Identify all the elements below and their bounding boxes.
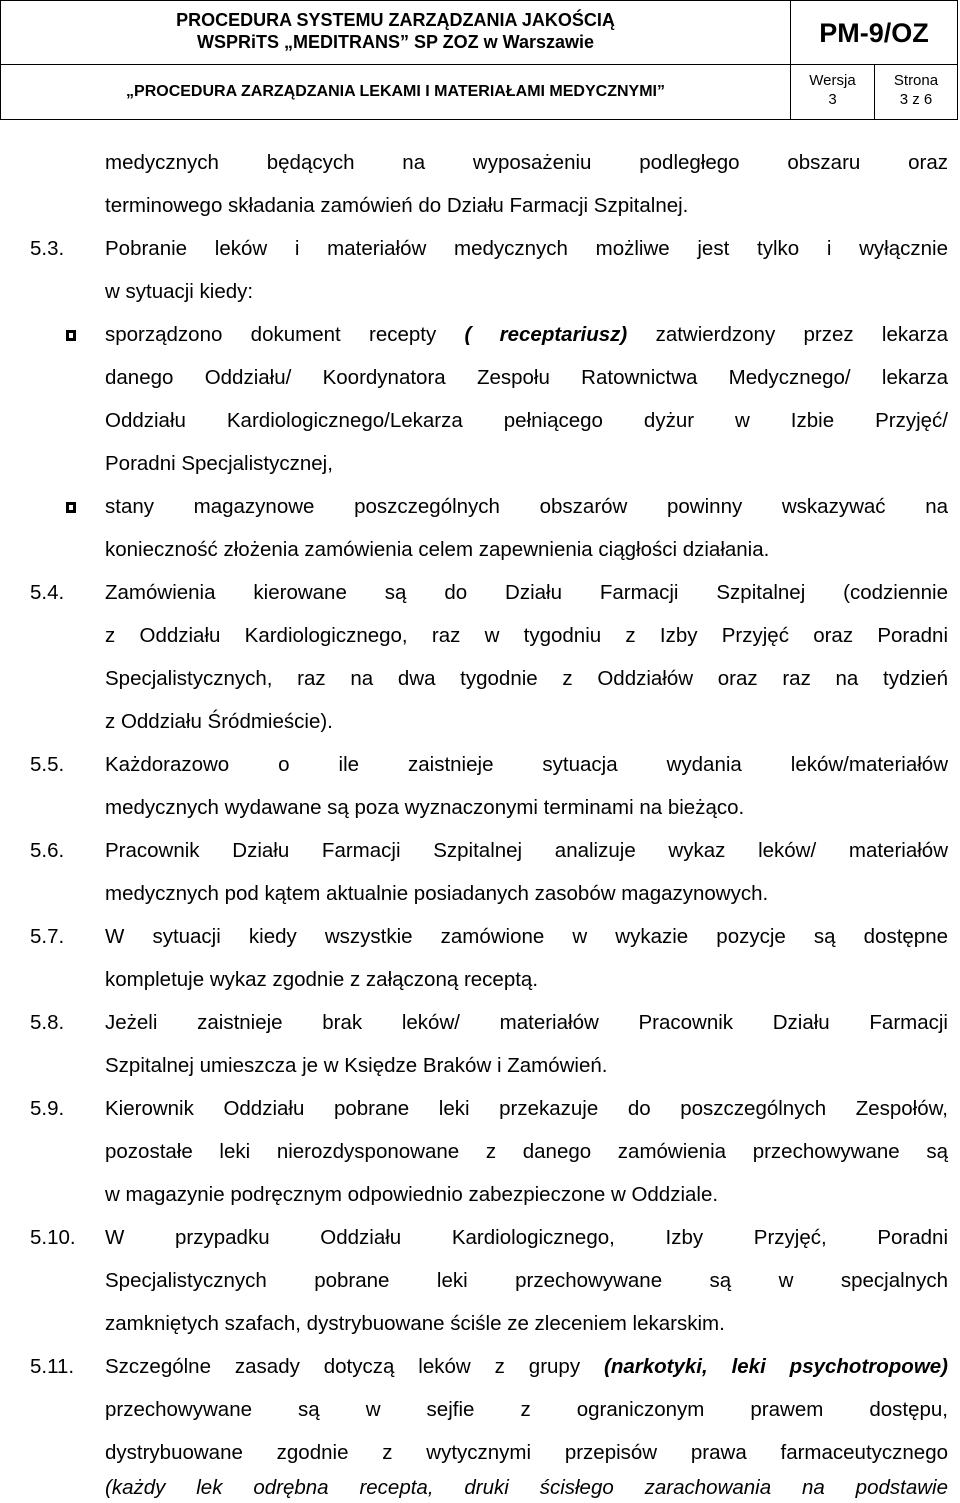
section-number: 5.8. [30,1011,65,1034]
text-span: Szczególne zasady dotyczą leków z grupy [105,1355,581,1378]
paragraph-line: Pracownik Działu Farmacji Szpitalnej analizuje wykaz leków/ materiałów [105,839,948,862]
procedure-name: „PROCEDURA ZARZĄDZANIA LEKAMI I MATERIAŁAMI MEDYCZNYMI” [1,65,791,119]
paragraph-line: (każdy lek odrębna recepta, druki ścisłego zarachowania na podstawie [105,1476,948,1499]
emphasis-text: ( receptariusz) [464,323,628,346]
page-value: 3 z 6 [899,91,933,108]
text-span: zatwierdzony przez lekarza [655,323,948,346]
paragraph-line: terminowego składania zamówień do Działu Farmacji Szpitalnej. [105,194,689,217]
paragraph-line: z Oddziału Śródmieście). [105,710,333,733]
version-cell [791,65,875,119]
version-value: 3 [828,91,837,108]
paragraph-line: W przypadku Oddziału Kardiologicznego, Izby Przyjęć, Poradni [105,1226,948,1249]
text-span: sporządzono dokument recepty [105,323,437,346]
paragraph-line: z Oddziału Kardiologicznego, raz w tygodniu z Izby Przyjęć oraz Poradni [105,624,948,647]
bullet-icon [66,502,76,513]
paragraph-line: Specjalistycznych, raz na dwa tygodnie z Oddziałów oraz raz na tydzień [105,667,948,690]
section-number: 5.10. [30,1226,76,1249]
paragraph-line: kompletuje wykaz zgodnie z załączoną receptą. [105,968,539,991]
paragraph-line [105,1354,948,1380]
section-number: 5.6. [30,839,65,862]
page-label: Strona [893,72,939,89]
header-title-line2: WSPRiTS „MEDITRANS” SP ZOZ w Warszawie [196,32,595,52]
paragraph-line: Szpitalnej umieszcza je w Księdze Braków i Zamówień. [105,1054,608,1077]
paragraph-line: Specjalistycznych pobrane leki przechowywane są w specjalnych [105,1269,948,1292]
paragraph-line: W sytuacji kiedy wszystkie zamówione w wykazie pozycje są dostępne [105,925,948,948]
paragraph-line: pozostałe leki nierozdysponowane z danego zamówienia przechowywane są [105,1140,948,1163]
document-header [0,0,958,120]
paragraph-line: Jeżeli zaistnieje brak leków/ materiałów Pracownik Działu Farmacji [105,1011,948,1034]
page-cell [875,65,957,119]
paragraph-line: danego Oddziału/ Koordynatora Zespołu Ratownictwa Medycznego/ lekarza [105,366,948,389]
section-number: 5.11. [30,1355,75,1378]
paragraph-line: Zamówienia kierowane są do Działu Farmacji Szpitalnej (codziennie [105,581,948,604]
paragraph-line: zamkniętych szafach, dystrybuowane ściśle ze zleceniem lekarskim. [105,1312,725,1335]
paragraph-line: medycznych pod kątem aktualnie posiadanych zasobów magazynowych. [105,882,769,905]
emphasis-text: (narkotyki, leki psychotropowe) [604,1355,948,1378]
doc-code: PM-9/OZ [791,1,957,65]
paragraph-line: Oddziału Kardiologicznego/Lekarza pełniącego dyżur w Izbie Przyjęć/ [105,409,948,432]
paragraph-line: dystrybuowane zgodnie z wytycznymi przepisów prawa farmaceutycznego [105,1441,948,1464]
section-number: 5.9. [30,1097,65,1120]
paragraph-line [105,322,948,348]
section-number: 5.4. [30,581,65,604]
paragraph-line: medycznych wydawane są poza wyznaczonymi terminami na bieżąco. [105,796,745,819]
bullet-icon [66,330,76,341]
paragraph-line: Kierownik Oddziału pobrane leki przekazuje do poszczególnych Zespołów, [105,1097,948,1120]
paragraph-line: Pobranie leków i materiałów medycznych możliwe jest tylko i wyłącznie [105,237,948,260]
paragraph-line: konieczność złożenia zamówienia celem zapewnienia ciągłości działania. [105,538,770,561]
paragraph-line: Poradni Specjalistycznej, [105,452,333,475]
paragraph-line: w sytuacji kiedy: [105,280,254,303]
header-title [1,1,791,65]
header-title-line1: PROCEDURA SYSTEMU ZARZĄDZANIA JAKOŚCIĄ [176,10,615,30]
paragraph-line: Każdorazowo o ile zaistnieje sytuacja wydania leków/materiałów [105,753,948,776]
section-number: 5.7. [30,925,65,948]
paragraph-line: przechowywane są w sejfie z ograniczonym prawem dostępu, [105,1398,948,1421]
paragraph-line: w magazynie podręcznym odpowiednio zabezpieczone w Oddziale. [105,1183,719,1206]
paragraph-line: medycznych będących na wyposażeniu podległego obszaru oraz [105,151,948,174]
paragraph-line: stany magazynowe poszczególnych obszarów powinny wskazywać na [105,495,948,518]
section-number: 5.5. [30,753,65,776]
version-label: Wersja [809,72,856,89]
section-number: 5.3. [30,237,65,260]
